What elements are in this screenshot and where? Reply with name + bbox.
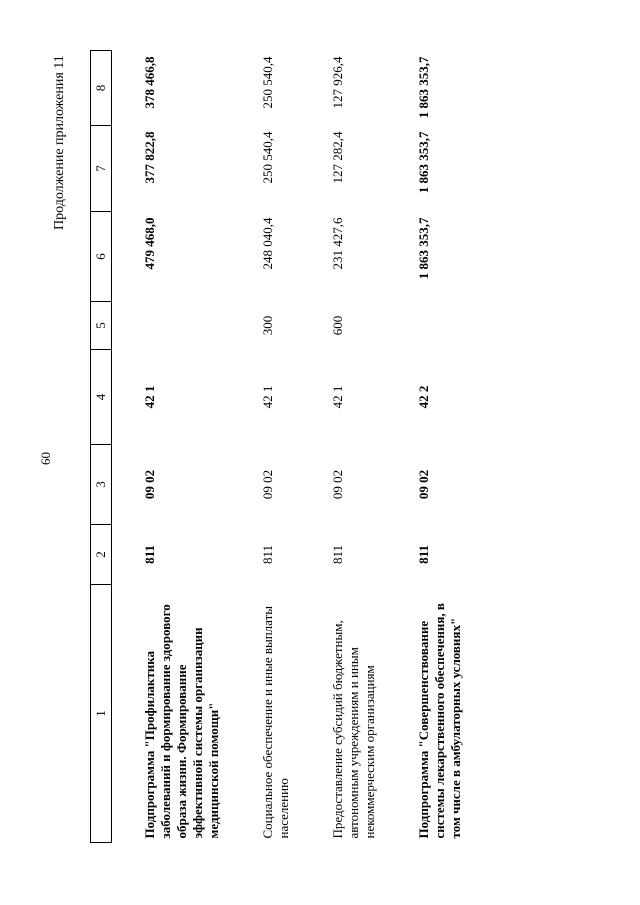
- grbs-code: 811: [142, 545, 157, 564]
- amount-col7: 1 863 353,7: [416, 131, 431, 194]
- amount-col8: 250 540,4: [260, 56, 275, 109]
- expense-type-code: 600: [330, 315, 345, 336]
- section-code: 09 02: [330, 469, 345, 500]
- amount-col7: 377 822,8: [142, 131, 157, 184]
- section-code: 09 02: [416, 469, 431, 500]
- amount-col7: 250 540,4: [260, 131, 275, 184]
- amount-col8: 127 926,4: [330, 56, 345, 109]
- amount-col6: 231 427,6: [330, 217, 345, 270]
- row-name: Предоставление субсидий бюджетным, автономным учреждениям и иным некоммерческим организациям: [330, 620, 377, 839]
- amount-col6: 1 863 353,7: [416, 217, 431, 280]
- grbs-code: 811: [260, 544, 275, 565]
- table-row: [230, 51, 300, 843]
- target-code: 42 1: [142, 385, 157, 409]
- continuation-title: Продолжение приложения 11: [52, 55, 67, 230]
- row-name: Социальное обеспечение и иные выплаты населению: [260, 605, 291, 839]
- grbs-code: 811: [416, 545, 431, 564]
- col-header-5: 5: [91, 302, 112, 350]
- col-header-8: 8: [91, 51, 112, 126]
- expense-type-code: [112, 302, 231, 350]
- col-header-2: 2: [91, 525, 112, 585]
- row-name: Подпрограмма "Профилактика заболеваний и формирование здорового образа жизни. Формирование эффективной системы организации медицинской помощи": [142, 604, 221, 839]
- expense-type-code: 300: [260, 315, 275, 336]
- col-header-4: 4: [91, 350, 112, 445]
- table-row: [300, 51, 386, 843]
- expense-type-code: [386, 302, 472, 350]
- table-row: [112, 51, 231, 843]
- row-name: Подпрограмма "Совершенствование системы лекарственного обеспечения, в том числе в амбулаторных условиях": [416, 603, 463, 839]
- target-code: 42 1: [330, 385, 345, 409]
- amount-col7: 127 282,4: [330, 131, 345, 184]
- amount-col6: 479 468,0: [142, 217, 157, 270]
- amount-col8: 1 863 353,7: [416, 56, 431, 119]
- target-code: 42 1: [260, 385, 275, 409]
- col-header-1: 1: [91, 585, 112, 843]
- target-code: 42 2: [416, 385, 431, 409]
- budget-table: [90, 50, 472, 843]
- col-header-7: 7: [91, 126, 112, 212]
- section-code: 09 02: [260, 469, 275, 500]
- col-header-6: 6: [91, 212, 112, 302]
- section-code: 09 02: [142, 469, 157, 500]
- table-row: [386, 51, 472, 843]
- header-row: [91, 51, 112, 843]
- amount-col8: 378 466,8: [142, 56, 157, 109]
- grbs-code: 811: [330, 544, 345, 565]
- amount-col6: 248 040,4: [260, 217, 275, 270]
- page-number: 60: [38, 452, 53, 465]
- col-header-3: 3: [91, 445, 112, 525]
